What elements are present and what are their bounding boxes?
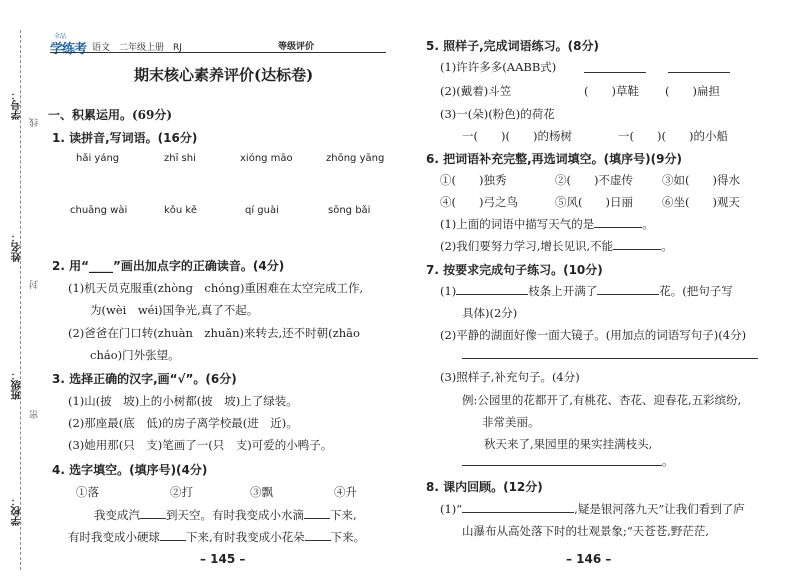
q5-line-3: (3)一(朵)(粉色)的荷花 [440, 107, 555, 121]
q2-title: 2. 用“____”画出加点字的正确读音。(4分) [52, 259, 285, 273]
q6-blank-2[interactable] [613, 239, 661, 250]
q1-pinyin-8: sōng bǎi [328, 205, 371, 216]
q4-l2-part3: 下来。 [330, 530, 366, 544]
q6-item-2: ②( )不虚传 [555, 173, 633, 187]
q7-l1-part2: 枝条上开满了 [528, 284, 598, 298]
q8-blank-1[interactable] [462, 502, 574, 513]
q7-answer-line-2[interactable] [462, 465, 662, 466]
page-title: 期末核心素养评价(达标卷) [134, 66, 314, 84]
q4-blank-2[interactable] [304, 508, 330, 519]
q4-option-2: ②打 [170, 485, 193, 499]
q4-option-1: ①落 [76, 485, 99, 499]
q5-blank-1[interactable] [584, 72, 646, 73]
q6-item-6: ⑥坐( )观天 [662, 195, 740, 209]
q1-title: 1. 读拼音,写词语。(16分) [52, 131, 198, 145]
q5-line-4b: 一( )( )的小船 [618, 129, 728, 143]
q5-line-2a: (2)(戴着)斗笠 [440, 84, 512, 98]
q5-line-4a: 一( )( )的杨树 [462, 129, 572, 143]
page-number-right: – 146 – [566, 552, 612, 566]
q3-title: 3. 选择正确的汉字,画“√”。(6分) [52, 372, 237, 386]
logo-main-text: 学练考 [50, 42, 87, 57]
q6-line-4: (2)我们要努力学习,增长见识,不能 。 [440, 239, 673, 253]
q5-line-2c: ( )扁担 [665, 84, 720, 98]
q7-line-1 [440, 283, 733, 299]
gutter-student-id-label: 学号： [12, 90, 23, 120]
q4-l1-part3: 下来, [330, 508, 357, 522]
gutter-name-label: 姓名： [12, 232, 23, 262]
q4-line-2 [68, 529, 365, 545]
q7-blank-2[interactable] [597, 284, 659, 295]
q8-l1-part2: ,疑是银河落九天”让我们看到了庐 [574, 502, 745, 516]
q1-pinyin-4: zhōng yāng [326, 153, 385, 164]
q6-l4-text: (2)我们要努力学习,增长见识,不能 [440, 239, 614, 253]
q7-blank-1[interactable] [456, 284, 528, 295]
header-info: 语文 二年级上册 RJ [92, 43, 182, 53]
q2-line-2: 为(wèi wéi)国争光,真了不起。 [90, 303, 259, 317]
page-number-left: – 145 – [200, 552, 246, 566]
q4-blank-4[interactable] [305, 530, 331, 541]
q7-line-3: (2)平静的湖面好像一面大镜子。(用加点的词语写句子)(4分) [440, 328, 747, 342]
q4-blank-3[interactable] [160, 530, 186, 541]
q8-title: 8. 课内回顾。(12分) [426, 480, 543, 494]
q3-line-1: (1)山(披 坡)上的小树都(披 坡)上了绿装。 [68, 394, 298, 408]
q1-pinyin-6: kǒu kě [164, 205, 198, 216]
q8-line-2: 山瀑布从高处落下时的壮观景象;“天苍苍,野茫茫, [462, 524, 710, 538]
q6-title: 6. 把词语补充完整,再选词填空。(填序号)(9分) [426, 152, 682, 166]
q2-line-1: (1)机天员克服重(zhòng chóng)重困难在太空完成工作, [68, 281, 364, 295]
q7-period: 。 [662, 454, 674, 468]
gutter-dot-xian: 线 [30, 118, 40, 127]
q7-answer-line[interactable] [462, 358, 758, 359]
q8-l1-part1: (1)“ [440, 502, 463, 516]
q6-item-1: ①( )独秀 [440, 173, 507, 187]
q7-line-2: 具体)(2分) [462, 306, 518, 320]
q5-line-2b: ( )草鞋 [584, 84, 639, 98]
q4-title: 4. 选字填空。(填序号)(4分) [52, 463, 208, 477]
q2-line-3: (2)爸爸在门口转(zhuàn zhuǎn)来转去,还不时朝(zhāo [68, 326, 360, 340]
q1-pinyin-5: chuāng wài [70, 205, 128, 216]
q4-l2-part1: 有时我变成小硬球 [68, 530, 160, 544]
logo-small-text: 全品 [54, 33, 67, 40]
gutter-dot-feng: 封 [30, 280, 40, 289]
q4-option-3: ③飘 [250, 485, 273, 499]
gutter-school-label: 学校： [12, 496, 23, 526]
q7-line-5: 例:公园里的花都开了,有桃花、杏花、迎春花,五彩缤纷, [462, 393, 742, 407]
q3-line-3: (3)她用那(只 支)笔画了一(只 支)可爱的小鸭子。 [68, 438, 333, 452]
header-rule [50, 52, 386, 53]
q1-pinyin-1: hǎi yáng [76, 153, 120, 164]
q4-l2-part2: 下来,有时我变成小花朵 [186, 530, 305, 544]
publisher-logo [50, 33, 94, 57]
q4-option-4: ④升 [334, 485, 357, 499]
section-heading: 一、积累运用。(69分) [48, 108, 173, 122]
q6-l3-text: (1)上面的词语中描写天气的是 [440, 217, 595, 231]
q7-line-7: 秋天来了,果园里的果实挂满枝头, [484, 437, 653, 451]
q6-line-3: (1)上面的词语中描写天气的是 。 [440, 217, 654, 231]
q6-item-4: ④( )弓之鸟 [440, 195, 518, 209]
q8-line-1 [440, 501, 745, 517]
gutter-dot-mi: 密 [30, 410, 40, 419]
q7-l1-part1: (1) [440, 284, 457, 298]
q6-blank-1[interactable] [594, 217, 642, 228]
header-badge: 等级评价 [278, 42, 315, 52]
gutter-class-label: 班级： [12, 370, 23, 400]
q7-title: 7. 按要求完成句子练习。(10分) [426, 263, 603, 277]
q5-line-1: (1)许许多多(AABB式) [440, 60, 557, 74]
q2-line-4: cháo)门外张望。 [90, 348, 180, 362]
q4-l1-part2: 到天空。有时我变成小水滴 [166, 508, 304, 522]
q4-line-1 [94, 507, 357, 523]
q1-pinyin-7: qí guài [245, 205, 279, 216]
q7-line-4: (3)照样子,补充句子。(4分) [440, 370, 580, 384]
q5-title: 5. 照样子,完成词语练习。(8分) [426, 39, 599, 53]
q3-line-2: (2)那座最(底 低)的房子离学校最(进 近)。 [68, 416, 298, 430]
q5-blank-2[interactable] [668, 72, 730, 73]
q1-pinyin-2: zhī shi [164, 153, 196, 164]
binding-gutter [0, 0, 40, 578]
q6-item-3: ③如( )得水 [662, 173, 740, 187]
q7-l1-part3: 花。(把句子写 [659, 284, 733, 298]
q1-pinyin-3: xióng māo [240, 153, 293, 164]
q6-item-5: ⑤风( )日丽 [555, 195, 633, 209]
q4-l1-part1: 我变成汽 [94, 508, 140, 522]
q7-line-6: 非常美丽。 [482, 415, 540, 429]
q4-blank-1[interactable] [140, 508, 166, 519]
